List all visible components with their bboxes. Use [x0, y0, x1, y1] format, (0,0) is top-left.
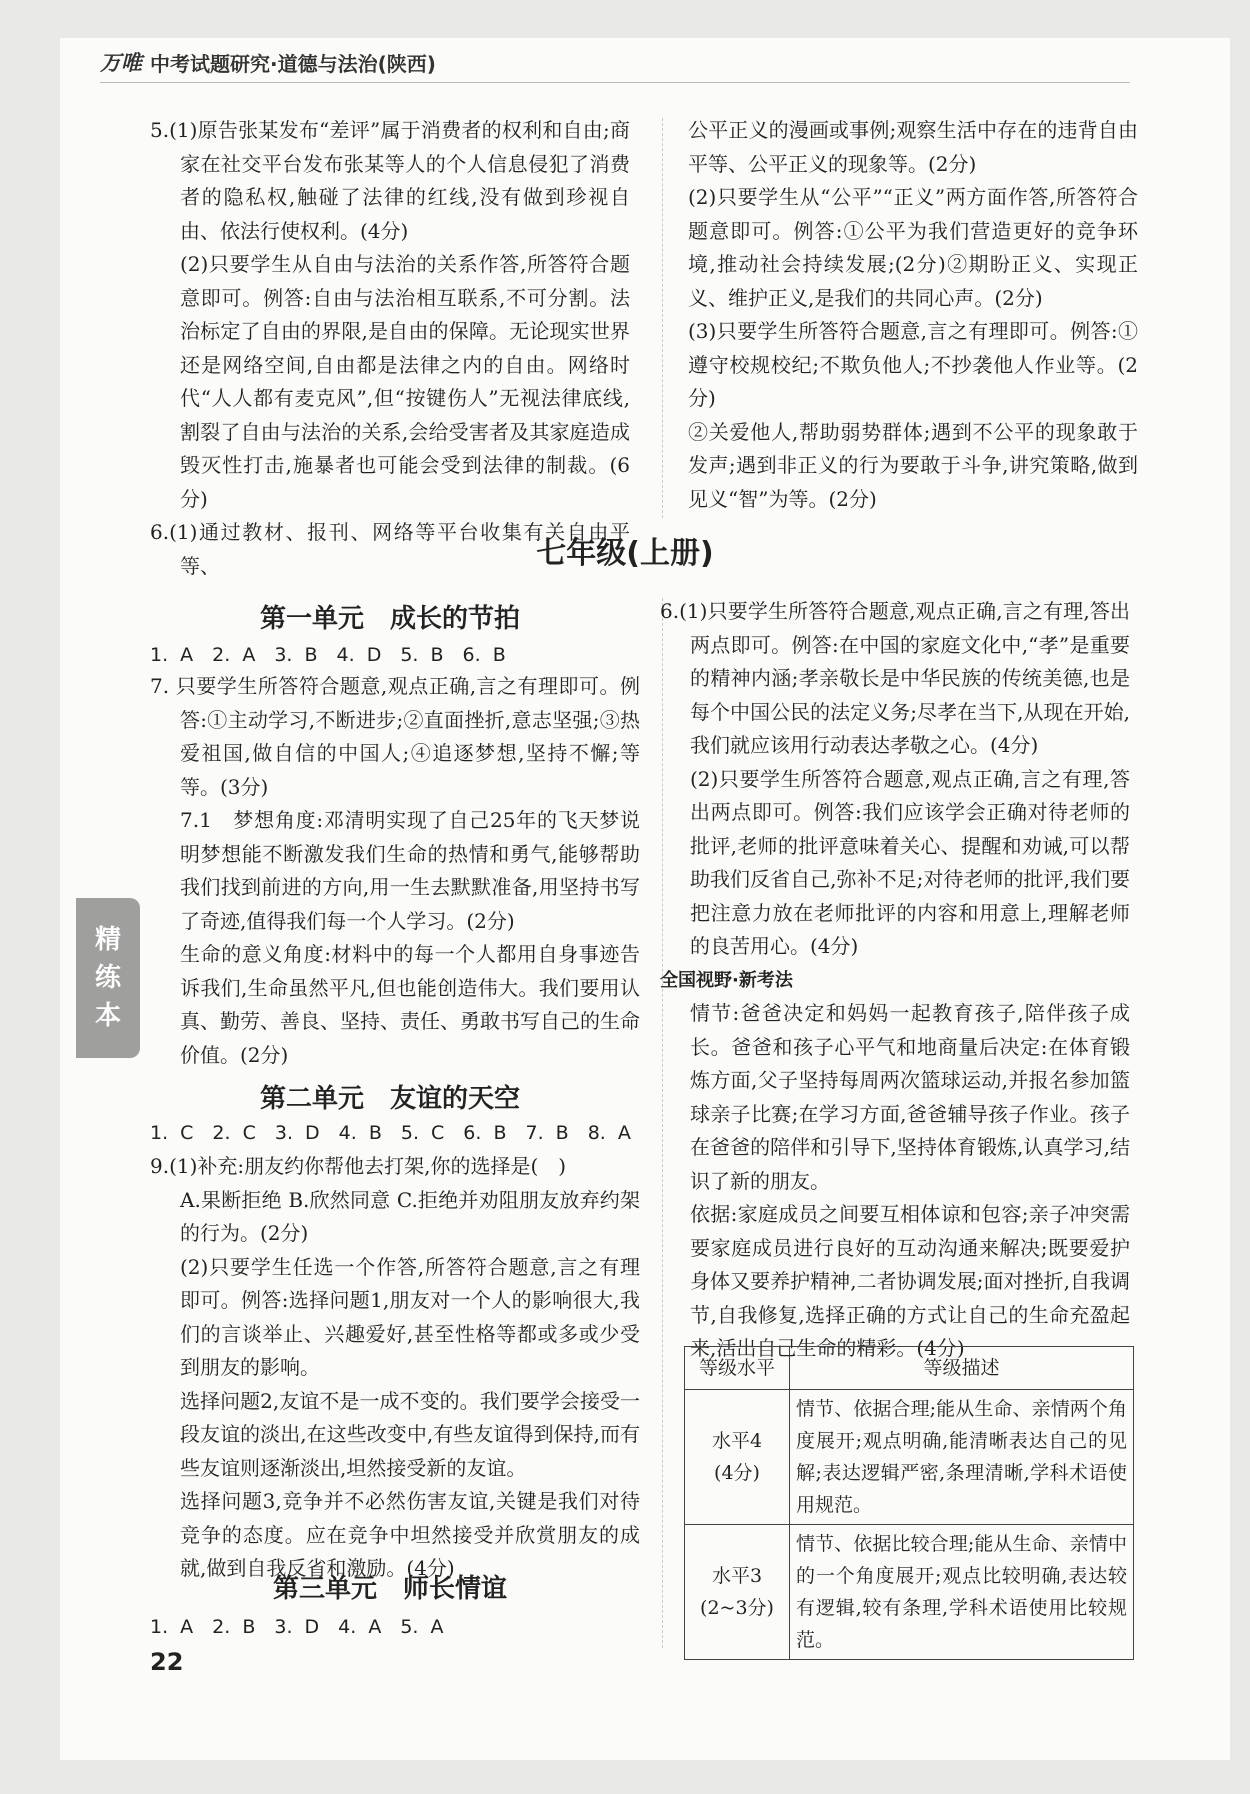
q6-2-answer: (2)只要学生所答符合题意,观点正确,言之有理,答出两点即可。例答:我们应该学会正确对待老师的批评,老师的批评意味着关心、提醒和劝诫,可以帮助我们反省自己,弥补不足;对待老师的批评,我们要把注意力放在老师批评的内容和用意上,理解老师的良苦用心。(4分): [690, 766, 1130, 958]
table-row: [685, 1390, 1134, 1525]
side-tab-char: 练: [94, 963, 121, 993]
level-score: (2~3分): [700, 1597, 774, 1619]
unit2-title: 第二单元 友谊的天空: [259, 1084, 520, 1114]
side-tab: [76, 898, 140, 1058]
section-tag: 全国视野·新考法: [660, 969, 793, 991]
q6-1-answer: 6.(1)只要学生所答符合题意,观点正确,言之有理,答出两点即可。例答:在中国的家庭文化中,“孝”是重要的精神内涵;孝亲敬长是中华民族的传统美德,也是每个中国公民的法定义务;尽孝在当下,从现在开始,我们就应该用行动表达孝敬之心。(4分): [660, 599, 1130, 757]
level-name: 水平3: [711, 1565, 763, 1587]
side-tab-char: 本: [94, 1001, 121, 1031]
unit1-body: [150, 670, 640, 1072]
right-main-column: [660, 595, 1130, 1366]
level-name: 水平4: [711, 1430, 763, 1452]
grade-title: 七年级(上册): [536, 536, 714, 571]
unit3-answers: 1. A 2. B 3. D 4. A 5. A: [150, 1616, 444, 1638]
unit1-q7-1: 7.1 梦想角度:邓清明实现了自己25年的飞天梦说明梦想能不断激发我们生命的热情和勇气,能够帮助我们找到前进的方向,用一生去默默准备,用坚持书写了奇迹,值得我们每一个人学习。(2分): [180, 808, 640, 933]
unit1-q7-1b: 生命的意义角度:材料中的每一个人都用自身事迹告诉我们,生命虽然平凡,但也能创造伟大。我们要用认真、勤劳、善良、坚持、责任、勇敢书写自己的生命价值。(2分): [180, 942, 640, 1067]
level-score: (4分): [714, 1462, 760, 1484]
running-header: [100, 44, 436, 80]
table-header-level: 等级水平: [685, 1347, 790, 1390]
unit2-answers: 1. C 2. C 3. D 4. B 5. C 6. B 7. B 8. A: [150, 1122, 631, 1144]
top-left-column: [150, 114, 630, 583]
brand-logo: 万唯: [100, 51, 142, 75]
top-right-column: [688, 114, 1138, 516]
desc-cell: 情节、依据合理;能从生命、亲情两个角度展开;观点明确,能清晰表达自己的见解;表达逻辑严密,条理清晰,学科术语使用规范。: [790, 1390, 1134, 1525]
table-row: [685, 1525, 1134, 1660]
level-cell: [685, 1390, 790, 1525]
unit2-q9-2c: 选择问题3,竞争并不必然伤害友谊,关键是我们对待竞争的态度。应在竞争中坦然接受并欣赏朋友的成就,做到自我反省和激励。(4分): [180, 1489, 640, 1580]
q6-part3: (3)只要学生所答符合题意,言之有理即可。例答:①遵守校规校纪;不欺负他人;不抄袭他人作业等。(2分): [688, 319, 1138, 410]
column-divider: [662, 118, 663, 518]
unit2-q9-1: 9.(1)补充:朋友约你帮他去打架,你的选择是( ): [150, 1154, 567, 1178]
q5-part2: (2)只要学生从自由与法治的关系作答,所答符合题意即可。例答:自由与法治相互联系,不可分割。法治标定了自由的界限,是自由的保障。无论现实世界还是网络空间,自由都是法律之内的自由。网络时代“人人都有麦克风”,但“按键伤人”无视法律底线,割裂了自由与法治的关系,会给受害者及其家庭造成毁灭性打击,施暴者也可能会受到法律的制裁。(6分): [180, 252, 630, 511]
header-rule: [100, 82, 1130, 83]
basis-text: 依据:家庭成员之间要互相体谅和包容;亲子冲突需要家庭成员进行良好的互动沟通来解决;既要爱护身体又要养护精神,二者协调发展;面对挫折,自我调节,自我修复,选择正确的方式让自己的生命充盈起来,活出自己生命的精彩。(4分): [690, 1202, 1130, 1360]
unit2-q9-1b: A.果断拒绝 B.欣然同意 C.拒绝并劝阻朋友放弃约架的行为。(2分): [180, 1187, 640, 1245]
q5-part1: 5.(1)原告张某发布“差评”属于消费者的权利和自由;商家在社交平台发布张某等人的个人信息侵犯了消费者的隐私权,触碰了法律的红线,没有做到珍视自由、依法行使权利。(4分): [150, 118, 630, 243]
page-number: 22: [150, 1648, 184, 1676]
q6-part2: (2)只要学生从“公平”“正义”两方面作答,所答符合题意即可。例答:①公平为我们营造更好的竞争环境,推动社会持续发展;(2分)②期盼正义、实现正义、维护正义,是我们的共同心声。(2分): [688, 185, 1138, 310]
level-cell: [685, 1525, 790, 1660]
unit2-q9-2: (2)只要学生任选一个作答,所答符合题意,言之有理即可。例答:选择问题1,朋友对一个人的影响很大,我们的言谈举止、兴趣爱好,甚至性格等都或多或少受到朋友的影响。: [180, 1254, 640, 1379]
desc-cell: 情节、依据比较合理;能从生命、亲情中的一个角度展开;观点比较明确,表达较有逻辑,较有条理,学科术语使用比较规范。: [790, 1525, 1134, 1660]
plot-text: 情节:爸爸决定和妈妈一起教育孩子,陪伴孩子成长。爸爸和孩子心平气和地商量后决定:在体育锻炼方面,父子坚持每周两次篮球运动,并报名参加篮球亲子比赛;在学习方面,爸爸辅导孩子作业。孩子在爸爸的陪伴和引导下,坚持体育锻炼,认真学习,结识了新的朋友。: [690, 1001, 1130, 1193]
q6-part3b: ②关爱他人,帮助弱势群体;遇到不公平的现象敢于发声;遇到非正义的行为要敢于斗争,讲究策略,做到见义“智”为等。(2分): [688, 419, 1138, 511]
table-header-row: [685, 1347, 1134, 1390]
unit1-title: 第一单元 成长的节拍: [259, 604, 520, 634]
grading-table: [684, 1346, 1134, 1660]
table-header-desc: 等级描述: [790, 1347, 1134, 1390]
unit1-answers: 1. A 2. A 3. B 4. D 5. B 6. B: [150, 644, 506, 666]
q6-part1: 6.(1)通过教材、报刊、网络等平台收集有关自由平等、: [150, 520, 630, 578]
unit2-body: [150, 1150, 640, 1586]
unit1-q7: 7. 只要学生所答符合题意,观点正确,言之有理即可。例答:①主动学习,不断进步;②直面挫折,意志坚强;③热爱祖国,做自信的中国人;④追逐梦想,坚持不懈;等等。(3分): [150, 674, 640, 799]
side-tab-char: 精: [94, 925, 121, 955]
unit3-title: 第三单元 师长情谊: [272, 1574, 507, 1604]
header-title: 中考试题研究·道德与法治(陕西): [150, 51, 436, 76]
q6-part1-continued: 公平正义的漫画或事例;观察生活中存在的违背自由平等、公平正义的现象等。(2分): [688, 118, 1138, 176]
unit2-q9-2b: 选择问题2,友谊不是一成不变的。我们要学会接受一段友谊的淡出,在这些改变中,有些友谊得到保持,而有些友谊则逐渐淡出,坦然接受新的友谊。: [180, 1388, 640, 1480]
